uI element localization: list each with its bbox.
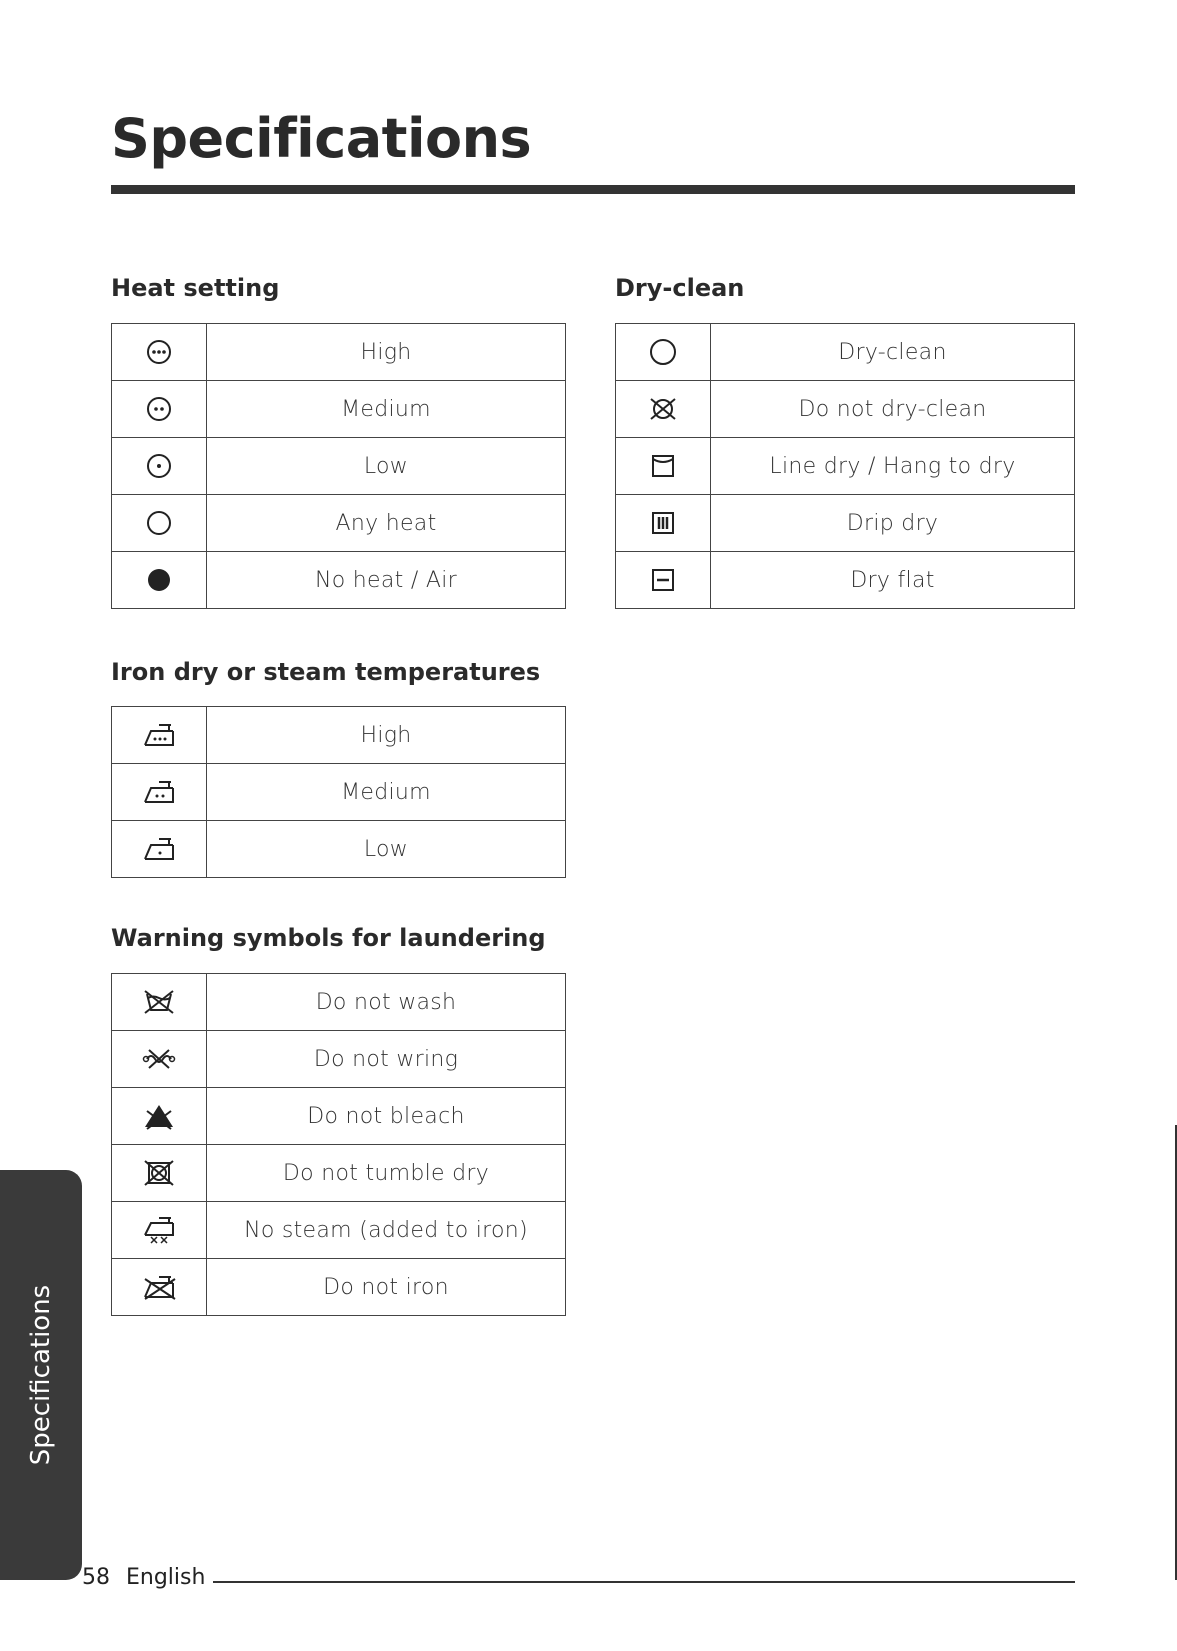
dryer-filled-circle-icon — [112, 552, 207, 609]
table-row — [616, 552, 1075, 609]
do-not-wash-icon — [112, 974, 207, 1031]
page-number: 58 — [82, 1565, 110, 1590]
warning-label-4: No steam (added to iron) — [207, 1202, 566, 1259]
iron-table — [111, 706, 566, 878]
dry-clean-table — [615, 323, 1075, 609]
table-row — [112, 438, 566, 495]
table-row — [112, 1088, 566, 1145]
table-row — [112, 324, 566, 381]
heat-label-high: High — [207, 324, 566, 381]
dryer-two-dots-icon — [112, 381, 207, 438]
line-dry-icon — [616, 438, 711, 495]
warning-label-2: Do not bleach — [207, 1088, 566, 1145]
page-title: Specifications — [111, 107, 532, 170]
do-not-bleach-icon — [112, 1088, 207, 1145]
heat-label-any: Any heat — [207, 495, 566, 552]
heat-label-low: Low — [207, 438, 566, 495]
table-row — [112, 821, 566, 878]
iron-label-high: High — [207, 707, 566, 764]
table-row — [616, 495, 1075, 552]
iron-two-dots-icon — [112, 764, 207, 821]
dryclean-label-1: Do not dry-clean — [711, 381, 1075, 438]
do-not-wring-icon — [112, 1031, 207, 1088]
dryclean-label-3: Drip dry — [711, 495, 1075, 552]
heat-label-none: No heat / Air — [207, 552, 566, 609]
table-row — [112, 764, 566, 821]
side-tab — [0, 1170, 82, 1580]
table-row — [112, 1145, 566, 1202]
do-not-tumble-dry-icon — [112, 1145, 207, 1202]
dryer-circle-icon — [112, 495, 207, 552]
warning-label-3: Do not tumble dry — [207, 1145, 566, 1202]
table-row — [112, 1031, 566, 1088]
no-steam-icon — [112, 1202, 207, 1259]
table-row — [616, 381, 1075, 438]
table-row — [112, 552, 566, 609]
dry-clean-heading: Dry-clean — [615, 274, 745, 302]
table-row — [112, 974, 566, 1031]
warning-label-0: Do not wash — [207, 974, 566, 1031]
side-tab-label: Specifications — [26, 1284, 56, 1466]
table-row — [616, 324, 1075, 381]
dryer-three-dots-icon — [112, 324, 207, 381]
drip-dry-icon — [616, 495, 711, 552]
table-row — [112, 381, 566, 438]
dry-flat-icon — [616, 552, 711, 609]
table-row — [112, 1259, 566, 1316]
do-not-iron-icon — [112, 1259, 207, 1316]
footer-language: English — [126, 1565, 206, 1590]
warning-heading: Warning symbols for laundering — [111, 924, 546, 952]
iron-one-dot-icon — [112, 821, 207, 878]
warning-label-5: Do not iron — [207, 1259, 566, 1316]
dry-clean-circle-icon — [616, 324, 711, 381]
footer-rule — [213, 1581, 1075, 1583]
table-row — [112, 495, 566, 552]
dryclean-label-0: Dry-clean — [711, 324, 1075, 381]
heat-setting-heading: Heat setting — [111, 274, 280, 302]
dryer-one-dot-icon — [112, 438, 207, 495]
warning-label-1: Do not wring — [207, 1031, 566, 1088]
dryclean-label-2: Line dry / Hang to dry — [711, 438, 1075, 495]
iron-label-low: Low — [207, 821, 566, 878]
table-row — [112, 707, 566, 764]
dryclean-label-4: Dry flat — [711, 552, 1075, 609]
iron-label-medium: Medium — [207, 764, 566, 821]
title-rule — [111, 185, 1075, 194]
warning-table — [111, 973, 566, 1316]
iron-heading: Iron dry or steam temperatures — [111, 658, 541, 686]
table-row — [616, 438, 1075, 495]
iron-three-dots-icon — [112, 707, 207, 764]
table-row — [112, 1202, 566, 1259]
heat-label-medium: Medium — [207, 381, 566, 438]
heat-setting-table — [111, 323, 566, 609]
do-not-dry-clean-icon — [616, 381, 711, 438]
